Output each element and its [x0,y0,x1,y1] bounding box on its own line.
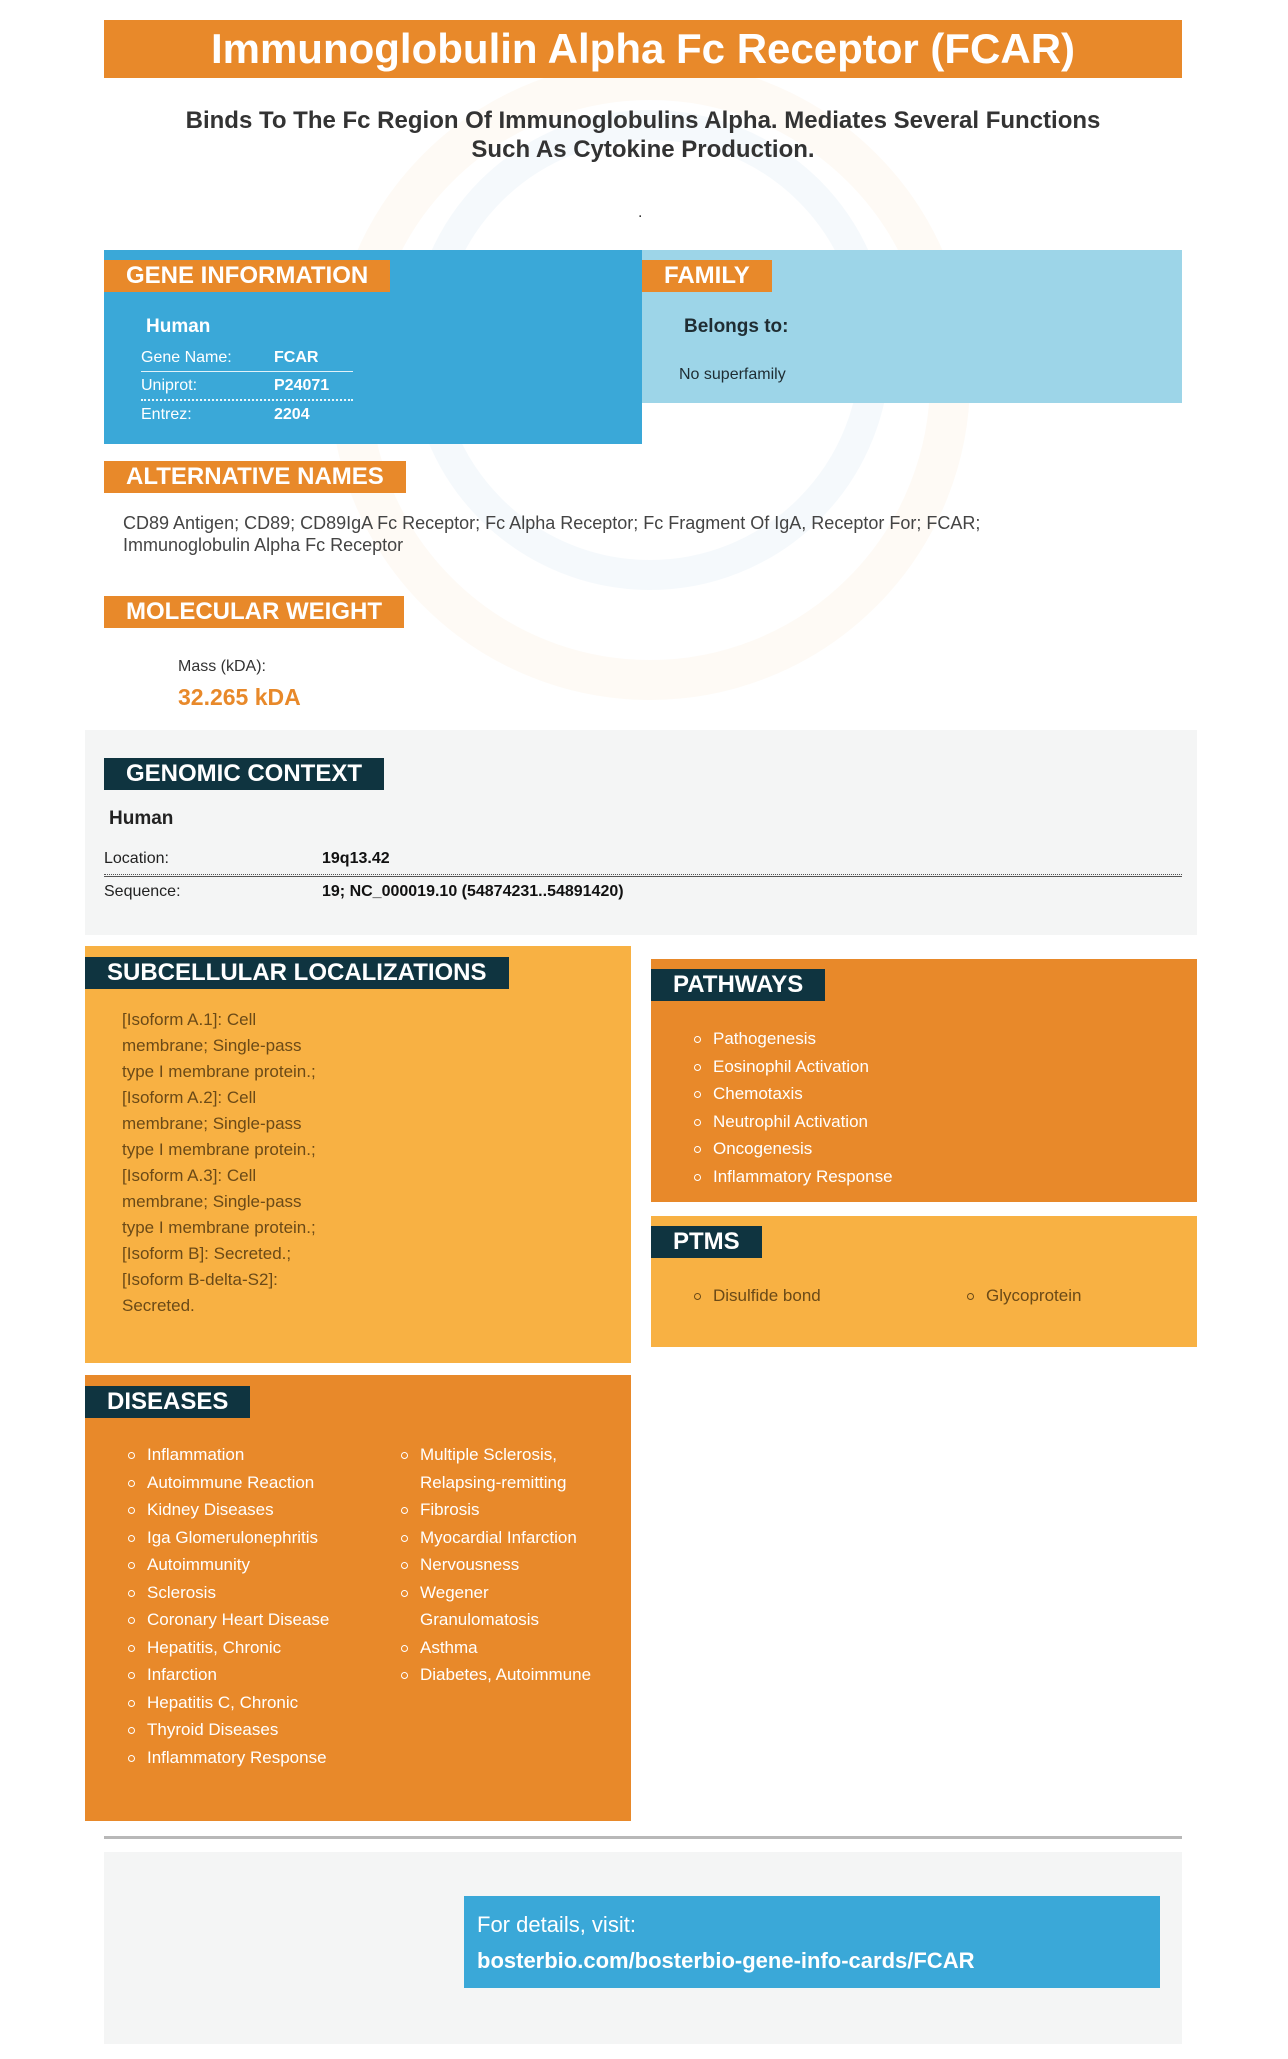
gene-info-species: Human [146,316,211,337]
mass-label: Mass (kDA): [178,658,266,675]
subcellular-heading: SUBCELLULAR LOCALIZATIONS [85,957,509,989]
list-item: Sclerosis [125,1579,329,1607]
gene-info-table [141,344,353,428]
subtitle-dot: . [638,204,643,221]
list-item: Hepatitis, Chronic [125,1634,329,1662]
gene-info-row: Gene Name: FCAR [141,344,353,372]
diseases-heading: DISEASES [85,1386,250,1418]
sequence-value: 19; NC_000019.10 (54874231..54891420) [322,883,624,900]
title-bar [104,20,1182,78]
mass-value: 32.265 kDA [178,684,301,710]
list-item: Chemotaxis [691,1080,893,1108]
molecular-weight-heading: MOLECULAR WEIGHT [104,596,404,628]
footer-link[interactable]: bosterbio.com/bosterbio-gene-info-cards/FCAR [477,1948,975,1973]
ptms-heading: PTMS [651,1226,762,1258]
genomic-location-row [104,844,1182,875]
sequence-label: Sequence: [104,883,181,900]
list-item: Iga Glomerulonephritis [125,1524,329,1552]
list-item: Kidney Diseases [125,1496,329,1524]
footer-details-box[interactable] [464,1896,1160,1988]
genomic-species: Human [109,808,174,829]
page-subtitle: Binds To The Fc Region Of Immunoglobulins Alpha. Mediates Several Functions Such As Cytokine Production. [185,107,1101,163]
list-item: Wegener [398,1579,591,1607]
list-item: Glycoprotein [964,1282,1081,1310]
subcellular-text: [Isoform A.1]: Cell membrane; Single-pass type I membrane protein.; [Isoform A.2]: Cell membrane; Single-pass type I membrane protein.; [Isoform A.3]: Cell membrane; Single-pass type I membrane protein.; [Isoform B]: Secreted.; [Isoform B-delta-S2]: Secreted. [122,1010,316,1315]
list-item: Hepatitis C, Chronic [125,1689,329,1717]
list-item: Myocardial Infarction [398,1524,591,1552]
list-item: Fibrosis [398,1496,591,1524]
location-value: 19q13.42 [322,850,390,867]
genomic-sequence-row [104,876,1182,907]
list-item: Asthma [398,1634,591,1662]
list-item: Autoimmune Reaction [125,1469,329,1497]
list-item: Eosinophil Activation [691,1053,893,1081]
list-item: Thyroid Diseases [125,1716,329,1744]
footer-details-label: For details, visit: [477,1912,636,1937]
list-item: Autoimmunity [125,1551,329,1579]
pathways-heading: PATHWAYS [651,969,825,1001]
list-item: Oncogenesis [691,1135,893,1163]
family-heading: FAMILY [642,260,772,292]
pathways-list [691,1025,893,1190]
list-item: Inflammatory Response [125,1744,329,1772]
family-belongs-label: Belongs to: [684,316,789,337]
list-item-continuation: Granulomatosis [420,1610,540,1629]
list-item: Neutrophil Activation [691,1108,893,1136]
page-title: Immunoglobulin Alpha Fc Receptor (FCAR) [210,25,1076,72]
diseases-list-col1 [125,1441,329,1771]
footer-divider [104,1836,1182,1839]
list-item: Infarction [125,1661,329,1689]
diseases-list-col2 [398,1441,591,1689]
list-item: Inflammation [125,1441,329,1469]
alternative-names-text: CD89 Antigen; CD89; CD89IgA Fc Receptor; Fc Alpha Receptor; Fc Fragment Of IgA, Receptor For; FCAR; Immunoglobulin Alpha Fc Receptor [123,513,981,555]
list-item: Diabetes, Autoimmune [398,1661,591,1689]
list-item: Nervousness [398,1551,591,1579]
list-item-continuation: Relapsing-remitting [420,1472,567,1492]
list-item: Coronary Heart Disease [125,1606,329,1634]
gene-info-heading: GENE INFORMATION [104,260,390,292]
genomic-context-heading: GENOMIC CONTEXT [104,758,384,790]
ptms-list-left [691,1282,821,1310]
list-item: Multiple Sclerosis, [398,1441,591,1469]
list-item: Inflammatory Response [691,1163,893,1191]
ptms-list-right [964,1282,1081,1310]
gene-info-row: Uniprot: P24071 [141,372,353,401]
location-label: Location: [104,850,169,867]
family-value: No superfamily [679,366,786,383]
list-item: Disulfide bond [691,1282,821,1310]
alternative-names-heading: ALTERNATIVE NAMES [104,461,406,493]
list-item: Pathogenesis [691,1025,893,1053]
gene-info-row: Entrez: 2204 [141,405,310,423]
